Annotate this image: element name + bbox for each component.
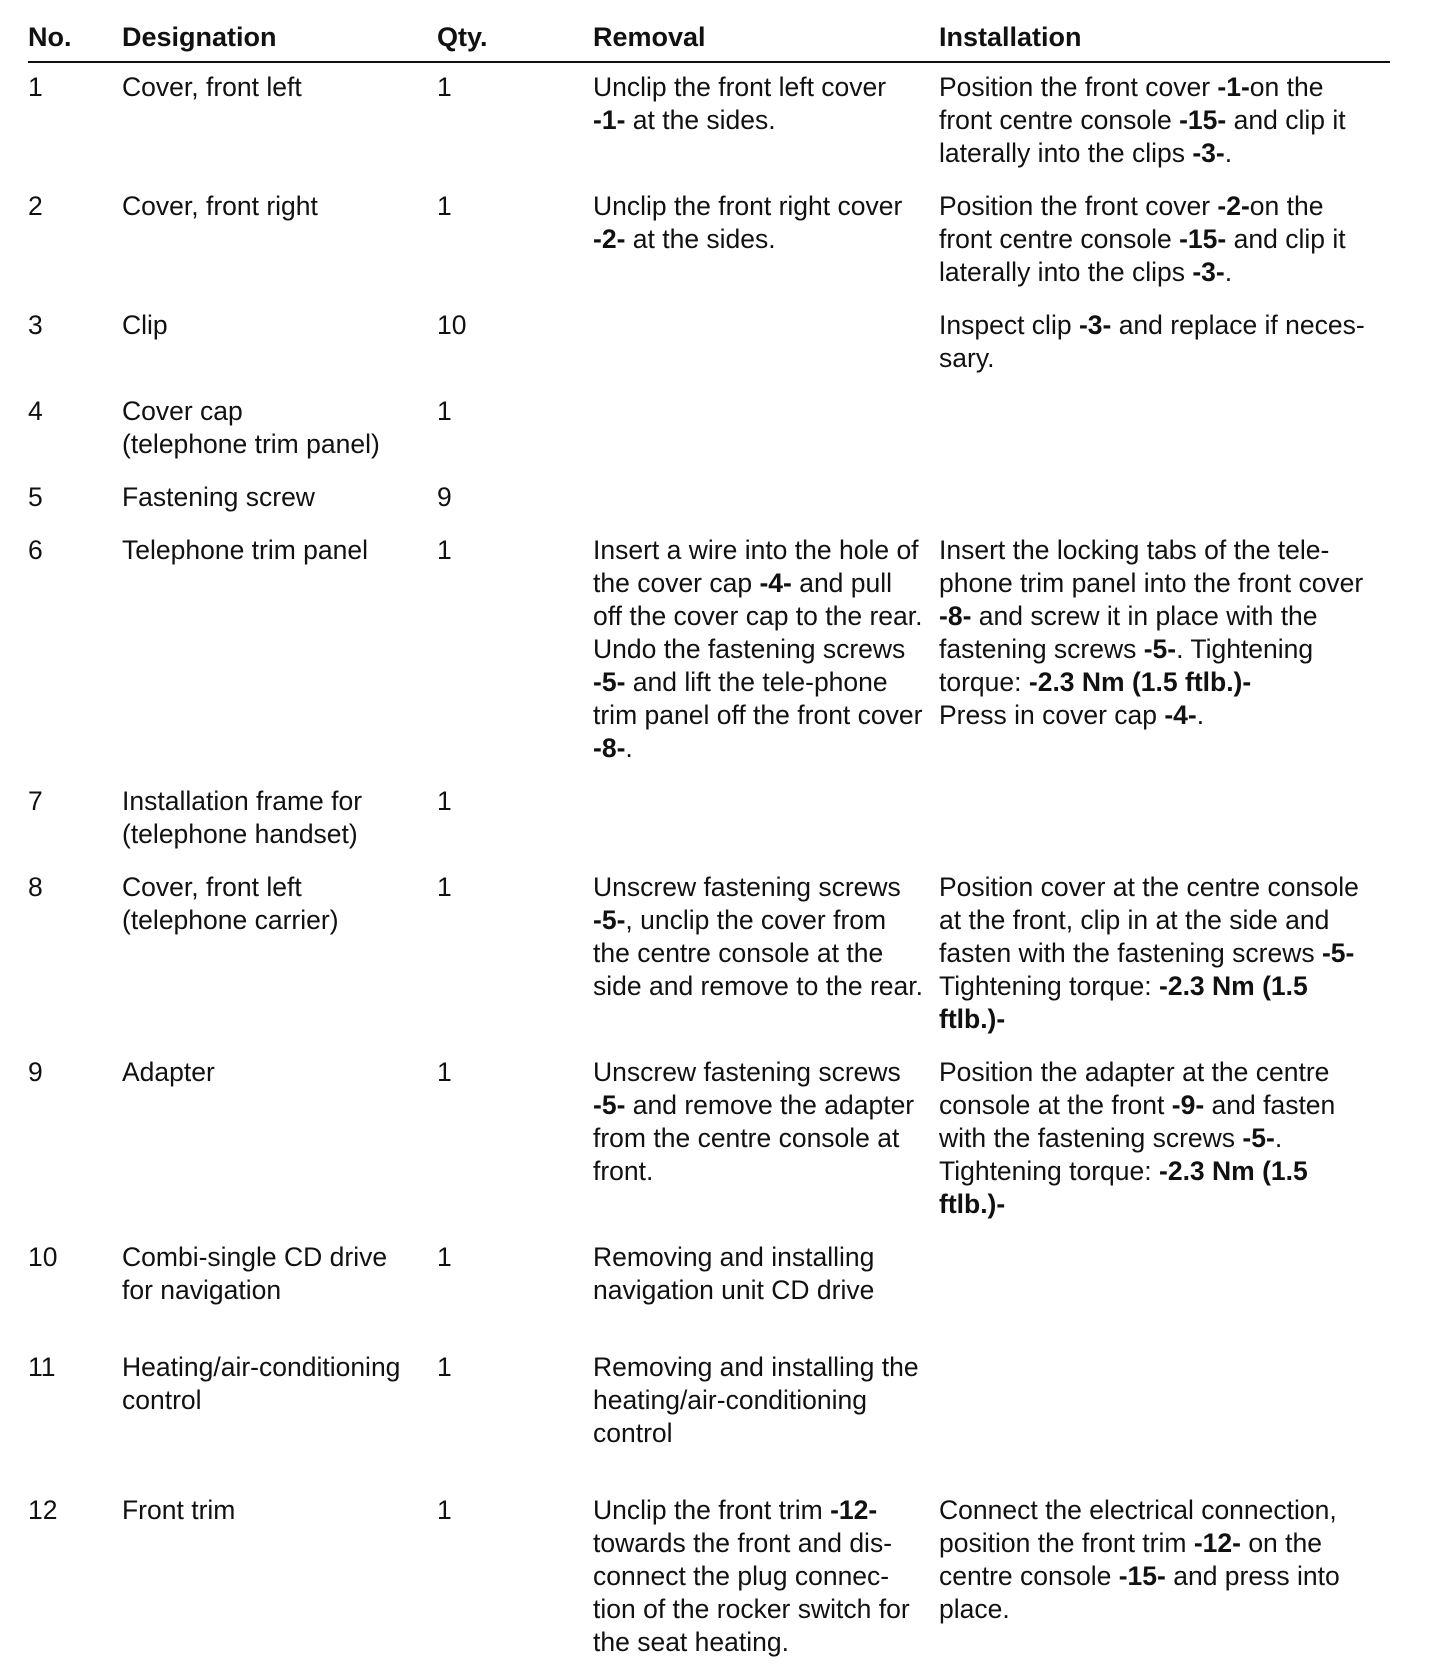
- cell-installation: [939, 387, 1390, 473]
- cell-qty: [437, 301, 593, 387]
- text-segment: Position cover at the centre console at the front, clip in at the side and fasten with the fastening screws: [939, 872, 1359, 968]
- cell-no-text: 10: [28, 1242, 58, 1272]
- text-segment: Insert the locking tabs of the tele-phone trim panel into the front cover: [939, 535, 1364, 598]
- cell-removal-text: [593, 1242, 874, 1305]
- cell-qty-text: 1: [437, 786, 452, 816]
- table-row: [28, 387, 1390, 473]
- cell-qty-text: 1: [437, 396, 452, 426]
- cell-removal-text: [593, 72, 886, 135]
- parts-table-sheet: [28, 18, 1390, 1671]
- cell-removal-text: [593, 535, 923, 763]
- cell-removal: [593, 777, 939, 863]
- reference-number: -15-: [1179, 224, 1227, 254]
- header-qty: Qty.: [437, 18, 593, 62]
- table-row: [28, 777, 1390, 863]
- text-segment: Unclip the front right cover: [593, 191, 903, 221]
- table-row: [28, 1486, 1390, 1671]
- cell-removal-text: [593, 1352, 919, 1448]
- reference-number: -8-: [939, 601, 972, 631]
- cell-installation-text: [939, 1495, 1340, 1624]
- reference-number: -3-: [1078, 310, 1112, 340]
- cell-designation-text: Telephone trim panel: [122, 535, 369, 565]
- cell-removal: [593, 387, 939, 473]
- cell-qty: [437, 62, 593, 182]
- cell-designation: [122, 1233, 437, 1343]
- cell-designation-text: Cover, front right: [122, 191, 318, 221]
- cell-designation: [122, 473, 437, 526]
- cell-qty: [437, 863, 593, 1048]
- cell-designation-text: Clip: [122, 310, 168, 340]
- cell-qty: [437, 1486, 593, 1671]
- cell-no: [28, 182, 122, 301]
- text-segment: Press in cover cap: [939, 700, 1157, 730]
- cell-removal: [593, 473, 939, 526]
- cell-designation-text: Installation frame for (telephone handset): [122, 786, 363, 849]
- cell-installation: [939, 863, 1390, 1048]
- reference-number: -8-: [593, 733, 626, 763]
- cell-removal-text: [593, 1495, 910, 1657]
- cell-no: [28, 301, 122, 387]
- cell-no-text: 9: [28, 1057, 43, 1087]
- cell-qty-text: 1: [437, 1495, 452, 1525]
- cell-no-text: 5: [28, 482, 43, 512]
- cell-no-text: 3: [28, 310, 43, 340]
- cell-installation: [939, 301, 1390, 387]
- text-segment: Position the front cover: [939, 72, 1218, 102]
- cell-installation: [939, 1343, 1390, 1486]
- cell-no-text: 12: [28, 1495, 58, 1525]
- cell-no: [28, 1233, 122, 1343]
- cell-designation: [122, 182, 437, 301]
- cell-removal: [593, 301, 939, 387]
- cell-no: [28, 473, 122, 526]
- cell-no: [28, 1486, 122, 1671]
- cell-qty-text: 10: [437, 310, 467, 340]
- reference-number: -4-: [759, 568, 792, 598]
- cell-qty: [437, 1343, 593, 1486]
- cell-qty-text: 1: [437, 191, 452, 221]
- table-row: [28, 182, 1390, 301]
- text-segment: towards the front and dis-connect the plug connec-tion of the rocker switch for the seat heating.: [593, 1528, 910, 1657]
- reference-number: -15-: [1179, 105, 1227, 135]
- reference-number: -1-: [593, 105, 626, 135]
- cell-designation: [122, 526, 437, 777]
- cell-removal: [593, 863, 939, 1048]
- reference-number: -4-: [1164, 700, 1197, 730]
- reference-number: -5-: [593, 667, 626, 697]
- cell-no-text: 8: [28, 872, 43, 902]
- cell-no: [28, 62, 122, 182]
- reference-number: -2.3 Nm (1.5 ftlb.)-: [1028, 667, 1252, 697]
- text-segment: .: [1196, 700, 1205, 730]
- cell-no-text: 7: [28, 786, 43, 816]
- cell-installation-text: [939, 1057, 1335, 1219]
- text-segment: Tightening torque:: [939, 971, 1152, 1001]
- text-segment: Removing and installing the heating/air-conditioning control: [593, 1352, 919, 1448]
- cell-qty-text: 1: [437, 72, 452, 102]
- reference-number: -15-: [1118, 1561, 1166, 1591]
- text-segment: and pull off the cover cap to the rear. Undo the fastening screws: [593, 568, 923, 664]
- cell-qty: [437, 1233, 593, 1343]
- cell-installation-text: [939, 872, 1359, 1034]
- cell-installation: [939, 777, 1390, 863]
- text-segment: .: [1224, 257, 1233, 287]
- cell-installation: [939, 182, 1390, 301]
- cell-installation-text: [939, 72, 1346, 168]
- cell-removal: [593, 62, 939, 182]
- text-segment: Unscrew fastening screws: [593, 872, 901, 902]
- table-row: [28, 473, 1390, 526]
- cell-installation-text: [939, 535, 1363, 730]
- cell-designation-text: Fastening screw: [122, 482, 315, 512]
- text-segment: on the centre console: [939, 1528, 1322, 1591]
- cell-no: [28, 863, 122, 1048]
- cell-designation-text: Combi-single CD drive for navigation: [122, 1242, 388, 1305]
- cell-designation-text: Cover cap (telephone trim panel): [122, 396, 380, 459]
- cell-no: [28, 526, 122, 777]
- cell-designation: [122, 62, 437, 182]
- reference-number: -5-: [1321, 938, 1355, 968]
- header-removal: Removal: [593, 18, 939, 62]
- table-row: [28, 62, 1390, 182]
- text-segment: on the front centre console: [939, 72, 1324, 135]
- cell-removal: [593, 1048, 939, 1233]
- cell-installation: [939, 526, 1390, 777]
- cell-designation: [122, 301, 437, 387]
- cell-qty: [437, 1048, 593, 1233]
- cell-designation-text: Heating/air-conditioning control: [122, 1352, 401, 1415]
- cell-designation-text: Front trim: [122, 1495, 236, 1525]
- cell-no-text: 2: [28, 191, 43, 221]
- text-segment: , unclip the cover from the centre console at the side and remove to the rear.: [593, 905, 923, 1001]
- cell-removal-text: [593, 872, 923, 1001]
- reference-number: -2-: [1217, 191, 1250, 221]
- table-body: [28, 62, 1390, 1671]
- reference-number: -2.3 Nm (1.5 ftlb.)-: [939, 1156, 1308, 1219]
- cell-removal: [593, 1486, 939, 1671]
- text-segment: Insert a wire into the hole of the cover cap: [593, 535, 919, 598]
- cell-qty: [437, 473, 593, 526]
- reference-number: -2.3 Nm (1.5 ftlb.)-: [939, 971, 1308, 1034]
- table-row: [28, 1233, 1390, 1343]
- cell-qty-text: 1: [437, 872, 452, 902]
- reference-number: -5-: [593, 1090, 626, 1120]
- cell-no: [28, 777, 122, 863]
- cell-installation-text: [939, 310, 1365, 373]
- header-installation: Installation: [939, 18, 1390, 62]
- text-segment: at the sides.: [625, 105, 776, 135]
- reference-number: -9-: [1171, 1090, 1205, 1120]
- cell-qty-text: 1: [437, 1057, 452, 1087]
- cell-designation: [122, 777, 437, 863]
- cell-qty-text: 9: [437, 482, 452, 512]
- cell-removal: [593, 1233, 939, 1343]
- cell-installation: [939, 1486, 1390, 1671]
- text-segment: .: [625, 733, 633, 763]
- reference-number: -12-: [1193, 1528, 1241, 1558]
- cell-no-text: 11: [28, 1352, 56, 1382]
- cell-no: [28, 1343, 122, 1486]
- reference-number: -5-: [593, 905, 626, 935]
- reference-number: -5-: [1143, 634, 1177, 664]
- cell-no-text: 1: [28, 72, 43, 102]
- cell-removal-text: [593, 1057, 914, 1186]
- cell-qty-text: 1: [437, 1242, 452, 1272]
- reference-number: -12-: [830, 1495, 878, 1525]
- cell-removal: [593, 182, 939, 301]
- cell-designation: [122, 1048, 437, 1233]
- cell-no-text: 4: [28, 396, 43, 426]
- table-header-row: [28, 18, 1390, 62]
- cell-removal: [593, 1343, 939, 1486]
- reference-number: -2-: [593, 224, 626, 254]
- text-segment: and lift the tele-phone trim panel off the front cover: [593, 667, 923, 730]
- text-segment: and fasten with the fastening screws: [939, 1090, 1336, 1153]
- reference-number: -3-: [1192, 257, 1225, 287]
- cell-designation-text: Cover, front left: [122, 72, 302, 102]
- cell-designation-text: Cover, front left (telephone carrier): [122, 872, 339, 935]
- cell-qty: [437, 777, 593, 863]
- cell-no: [28, 1048, 122, 1233]
- text-segment: Connect the electrical connection, position the front trim: [939, 1495, 1337, 1558]
- text-segment: and clip it laterally into the clips: [939, 105, 1346, 168]
- parts-table: [28, 18, 1390, 1671]
- cell-qty: [437, 526, 593, 777]
- text-segment: and press into place.: [939, 1561, 1340, 1624]
- text-segment: and clip it laterally into the clips: [939, 224, 1346, 287]
- text-segment: and remove the adapter from the centre console at front.: [593, 1090, 915, 1186]
- cell-qty-text: 1: [437, 1352, 452, 1382]
- text-segment: on the front centre console: [939, 191, 1324, 254]
- cell-installation: [939, 473, 1390, 526]
- text-segment: Unclip the front trim: [593, 1495, 831, 1525]
- cell-designation: [122, 387, 437, 473]
- cell-qty-text: 1: [437, 535, 452, 565]
- text-segment: .: [1224, 138, 1233, 168]
- cell-removal: [593, 526, 939, 777]
- reference-number: -3-: [1192, 138, 1225, 168]
- header-no: No.: [28, 18, 122, 62]
- table-row: [28, 526, 1390, 777]
- cell-installation: [939, 62, 1390, 182]
- text-segment: . Tightening torque:: [939, 1123, 1283, 1186]
- text-segment: Inspect clip: [939, 310, 1079, 340]
- text-segment: Position the front cover: [939, 191, 1218, 221]
- text-segment: at the sides.: [625, 224, 776, 254]
- table-row: [28, 863, 1390, 1048]
- text-segment: and replace if neces-sary.: [939, 310, 1365, 373]
- cell-removal-text: [593, 191, 902, 254]
- cell-designation: [122, 1486, 437, 1671]
- cell-installation: [939, 1048, 1390, 1233]
- text-segment: . Tightening torque:: [939, 634, 1314, 697]
- cell-no-text: 6: [28, 535, 43, 565]
- text-segment: Removing and installing navigation unit CD drive: [593, 1242, 875, 1305]
- reference-number: -1-: [1217, 72, 1250, 102]
- reference-number: -5-: [1242, 1123, 1275, 1153]
- text-segment: Unclip the front left cover: [593, 72, 887, 102]
- text-segment: Position the adapter at the centre console at the front: [939, 1057, 1330, 1120]
- text-segment: Unscrew fastening screws: [593, 1057, 901, 1087]
- cell-designation: [122, 863, 437, 1048]
- text-segment: and screw it in place with the fastening screws: [939, 601, 1318, 664]
- table-row: [28, 1048, 1390, 1233]
- cell-no: [28, 387, 122, 473]
- table-row: [28, 301, 1390, 387]
- cell-installation: [939, 1233, 1390, 1343]
- cell-designation: [122, 1343, 437, 1486]
- header-designation: Designation: [122, 18, 437, 62]
- cell-qty: [437, 387, 593, 473]
- cell-designation-text: Adapter: [122, 1057, 215, 1087]
- cell-qty: [437, 182, 593, 301]
- cell-installation-text: [939, 191, 1346, 287]
- table-row: [28, 1343, 1390, 1486]
